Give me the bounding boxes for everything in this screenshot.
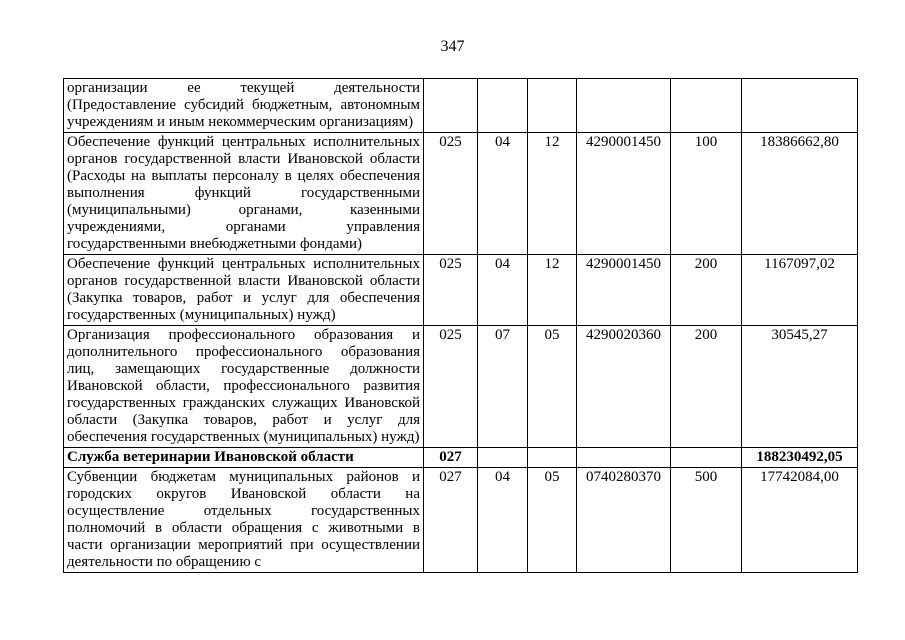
cell-subsection [528,79,577,133]
cell-target-article: 4290001450 [577,255,671,326]
cell-amount: 30545,27 [742,326,858,448]
page-number: 347 [440,38,465,55]
table-row [64,468,858,573]
cell-target-article: 0740280370 [577,468,671,573]
cell-subsection [528,448,577,468]
cell-expense-type: 500 [671,468,742,573]
cell-target-article [577,448,671,468]
cell-description: Организация профессионального образования и дополнительного профессионального образования лиц, замещающих государственные должности Ивановской области, профессионального развития государственных гражданских служащих Ивановской области (Закупка товаров, работ и услуг для обеспечения государственных (муниципальных) нужд) [64,326,424,448]
cell-section: 04 [478,255,528,326]
table-row [64,133,858,255]
table-row [64,326,858,448]
cell-expense-type: 200 [671,326,742,448]
cell-amount: 17742084,00 [742,468,858,573]
cell-section [478,448,528,468]
cell-description: Обеспечение функций центральных исполнительных органов государственной власти Ивановской области (Закупка товаров, работ и услуг для обеспечения государственных (муниципальных) нужд) [64,255,424,326]
cell-expense-type: 200 [671,255,742,326]
table-row [64,79,858,133]
cell-description: Субвенции бюджетам муниципальных районов и городских округов Ивановской области на осуществление отдельных государственных полномочий в области обращения с животными в части организации мероприятий при осуществлении деятельности по обращению с [64,468,424,573]
cell-code: 025 [424,133,478,255]
cell-amount: 18386662,80 [742,133,858,255]
cell-target-article: 4290020360 [577,326,671,448]
cell-section: 04 [478,468,528,573]
cell-subsection: 12 [528,133,577,255]
cell-section: 07 [478,326,528,448]
budget-table [63,78,858,573]
table-row-summary [64,448,858,468]
cell-description: организации ее текущей деятельности (Предоставление субсидий бюджетным, автономным учреждениям и иным некоммерческим организациям) [64,79,424,133]
cell-expense-type: 100 [671,133,742,255]
cell-code: 025 [424,255,478,326]
cell-expense-type [671,79,742,133]
cell-target-article: 4290001450 [577,133,671,255]
cell-description: Обеспечение функций центральных исполнительных органов государственной власти Ивановской области (Расходы на выплаты персоналу в целях обеспечения выполнения функций государственными (муниципальными) органами, казенными учреждениями, органами управления государственными внебюджетными фондами) [64,133,424,255]
cell-subsection: 05 [528,468,577,573]
cell-subsection: 12 [528,255,577,326]
cell-code: 027 [424,448,478,468]
cell-expense-type [671,448,742,468]
cell-amount: 188230492,05 [742,448,858,468]
cell-amount: 1167097,02 [742,255,858,326]
cell-code [424,79,478,133]
cell-code: 025 [424,326,478,448]
cell-section [478,79,528,133]
cell-amount [742,79,858,133]
cell-code: 027 [424,468,478,573]
table-row [64,255,858,326]
cell-description: Служба ветеринарии Ивановской области [64,448,424,468]
cell-section: 04 [478,133,528,255]
cell-target-article [577,79,671,133]
cell-subsection: 05 [528,326,577,448]
